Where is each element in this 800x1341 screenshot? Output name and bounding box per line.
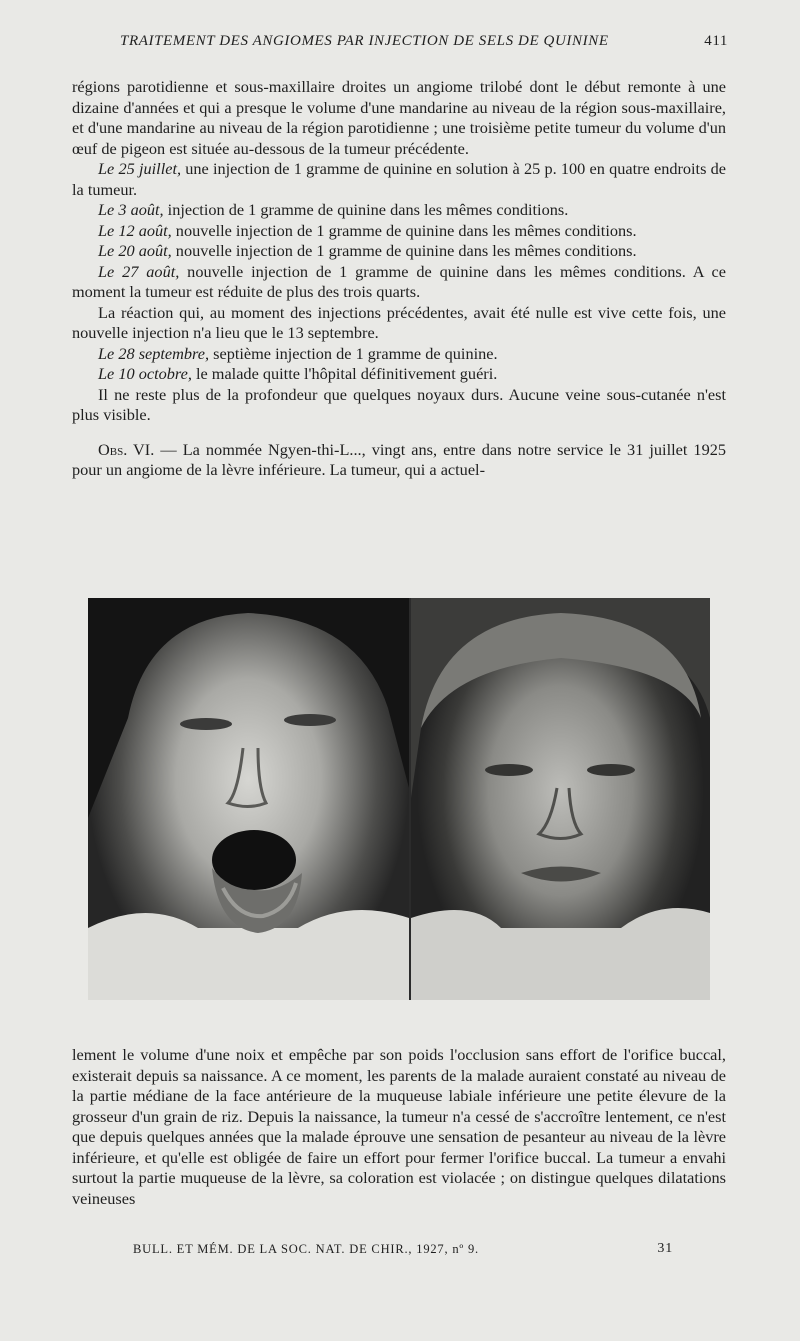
date-label: Le 20 août, [98,241,172,260]
photo-before-treatment [88,598,409,1000]
paragraph-dated [72,221,726,242]
paragraph-text: nouvelle injection de 1 gramme de quinine dans les mêmes conditions. [171,220,637,240]
paragraph-dated [72,262,726,303]
date-label: Le 28 septembre, [98,343,210,363]
paragraph-text: nouvelle injection de 1 gramme de quinine dans les mêmes conditions. [171,241,637,260]
paragraph-dated [72,159,726,200]
paragraph: lement le volume d'une noix et empêche par son poids l'occlusion sans effort de l'orifice buccal, existerait depuis sa naissance. A ce moment, les parents de la malade auraient constaté au niveau de la partie médiane de la face antérieure de la muqueuse labiale inférieure une petite élevure de la grosseur d'un grain de riz. Depuis la naissance, la tumeur n'a cessé de s'accroître lentement, ce n'est que depuis quelques années que la malade éprouve une sensation de pesanteur au niveau de la lèvre inférieure, et qu'elle est obligée de faire un effort pour fermer l'orifice buccal. La tumeur a envahi surtout la partie muqueuse de la lèvre, sa coloration est violacée ; on distingue quelques dilatations veineuses [72,1045,726,1208]
page-footer [133,1239,673,1259]
page-number: 411 [704,33,728,49]
observation-paragraph [72,440,726,481]
paragraph-text: injection de 1 gramme de quinine dans les mêmes conditions. [163,200,569,219]
signature-number: 31 [657,1241,673,1256]
photo-after-treatment [411,598,710,1000]
bulletin-reference: BULL. ET MÉM. DE LA SOC. NAT. DE CHIR., 1927, nº 9. [133,1242,479,1256]
date-label: Le 3 août, [98,200,164,219]
date-label: Le 12 août, [98,220,172,240]
paragraph: La réaction qui, au moment des injections précédentes, avait été nulle est vive cette fois, une nouvelle injection n'a lieu que le 13 septembre. [72,302,726,342]
running-head-title: TRAITEMENT DES ANGIOMES PAR INJECTION DE SELS DE QUININE [120,33,609,49]
body-text-top [72,77,726,481]
paragraph-dated [72,241,726,262]
paragraph-dated [72,344,726,365]
date-label: Le 25 juillet, [98,159,182,178]
paragraph: Il ne reste plus de la profondeur que quelques noyaux durs. Aucune veine sous-cutanée n'est plus visible. [72,384,726,424]
portrait-before-drawing [88,598,409,1000]
paragraph: régions parotidienne et sous-maxillaire droites un angiome trilobé dont le début remonte à une dizaine d'années et qui a presque le volume d'une mandarine au niveau de la région sous-maxillaire, et d'une mandarine au niveau de la région parotidienne ; une troisième petite tumeur du volume d'un œuf de pigeon est située au-dessous de la tumeur précédente. [72,77,726,158]
paragraph-text: une injection de 1 gramme de quinine en solution à 25 p. 100 en quatre endroits de la tumeur. [72,159,726,199]
date-label: Le 27 août, [98,261,180,281]
date-label: Le 10 octobre, [98,364,192,383]
body-text-bottom [72,1045,726,1209]
observation-text: — La nommée Ngyen-thi-L..., vingt ans, entre dans notre service le 31 juillet 1925 pour un angiome de la lèvre inférieure. La tumeur, qui a actuel- [72,439,726,479]
portrait-after-drawing [411,598,710,1000]
paragraph-dated [72,364,726,385]
paragraph-text: septième injection de 1 gramme de quinine. [209,343,498,363]
running-head [72,30,728,52]
paragraph-dated [72,200,726,221]
paragraph-text: le malade quitte l'hôpital définitivement guéri. [191,364,498,383]
figure-photographs [88,598,710,1000]
observation-label: Obs. VI. [98,439,155,459]
paragraph-text: nouvelle injection de 1 gramme de quinine dans les mêmes conditions. A ce moment la tumeur est réduite de plus des trois quarts. [72,261,726,301]
